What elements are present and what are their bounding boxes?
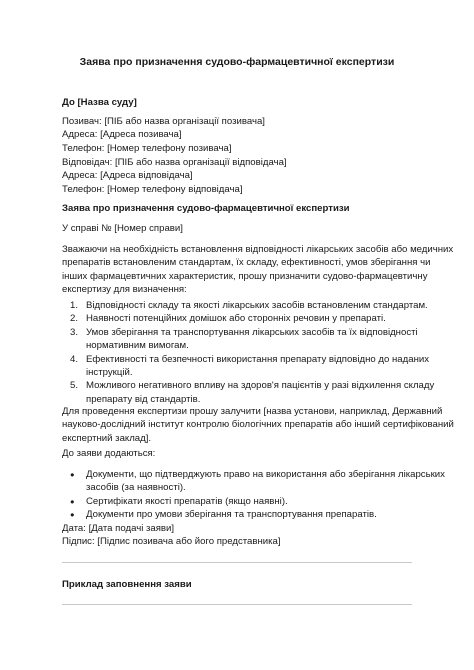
plaintiff-address: Адреса: [Адреса позивача]: [62, 129, 182, 141]
list-item-text: Документи про умови зберігання та транспортування препаратів.: [86, 509, 377, 521]
list-item-text: Документи, що підтверджують право на використання або зберігання лікарських: [86, 469, 445, 480]
list-item: [62, 326, 424, 353]
list-number: 3.: [70, 326, 79, 338]
date-line: Дата: [Дата подачі заяви]: [62, 523, 175, 534]
institution-line: науково-дослідний інститут контролю біологічних препаратів або інший сертифікований: [62, 419, 454, 431]
signature-line: Підпис: [Підпис позивача або його представника]: [62, 536, 281, 548]
bullet-icon: ●: [70, 510, 75, 520]
institution-line: Для проведення експертизи прошу залучити [назва установи, наприклад, Державний: [62, 406, 443, 417]
divider: [62, 604, 412, 605]
signature-block: [62, 522, 424, 549]
plaintiff-block: [62, 115, 424, 155]
attachments-list: [62, 468, 445, 522]
defendant-block: [62, 156, 424, 196]
attachments-label: До заяви додаються:: [62, 448, 156, 459]
bullet-icon: ●: [70, 496, 75, 506]
list-item-text: Умов зберігання та транспортування лікарських засобів та їх відповідності: [86, 326, 418, 338]
list-item-text: засобів (за наявності).: [86, 482, 186, 494]
intro-line: Зважаючи на необхідність встановлення відповідності лікарських засобів або медичних: [62, 244, 454, 255]
defendant-address: Адреса: [Адреса відповідача]: [62, 170, 193, 182]
list-item: [62, 468, 445, 495]
intro-line: експертизу для визначення:: [62, 284, 187, 296]
plaintiff-name: Позивач: [ПІБ або назва організації позивача]: [62, 116, 265, 127]
list-item: [62, 312, 424, 325]
institution-line: експертний заклад].: [62, 432, 152, 444]
list-item: [62, 353, 430, 380]
list-item: [62, 379, 435, 406]
intro-line: інших фармацевтичних характеристик, прошу призначити судово-фармацевтичну: [62, 270, 428, 282]
court-line: До [Назва суду]: [62, 97, 137, 108]
list-item-text: Наявності потенційних домішок або сторонніх речовин у препараті.: [86, 313, 386, 325]
list-item-text: Ефективності та безпечності використання препарату відповідно до наданих: [86, 353, 430, 365]
list-item-text: препарату від стандартів.: [86, 393, 201, 405]
document-title: Заява про призначення судово-фармацевтичної експертизи: [79, 56, 395, 68]
list-number: 2.: [70, 313, 79, 325]
intro-line: препаратів встановленим стандартам, їх складу, ефективності, умов зберігання чи: [62, 257, 431, 269]
list-number: 4.: [70, 353, 79, 365]
case-number: У справі № [Номер справи]: [62, 223, 183, 234]
list-item: [62, 508, 424, 521]
list-item: [62, 299, 428, 312]
list-item-text: Сертифікати якості препаратів (якщо наявні).: [86, 495, 288, 507]
example-heading: Приклад заповнення заяви: [62, 579, 192, 590]
list-item: [62, 495, 424, 508]
list-item-text: інструкцій.: [86, 367, 133, 379]
section-heading: Заява про призначення судово-фармацевтичної експертизи: [62, 203, 350, 214]
questions-list: [62, 299, 435, 406]
list-number: 1.: [70, 300, 79, 311]
defendant-phone: Телефон: [Номер телефону відповідача]: [62, 183, 243, 195]
bullet-icon: ●: [70, 470, 75, 479]
plaintiff-phone: Телефон: [Номер телефону позивача]: [62, 142, 232, 154]
defendant-name: Відповідач: [ПІБ або назва організації відповідача]: [62, 157, 287, 168]
list-item-text: нормативним вимогам.: [86, 340, 189, 352]
divider: [62, 562, 412, 563]
list-number: 5.: [70, 380, 79, 392]
intro-paragraph: [62, 243, 454, 297]
list-item-text: Відповідності складу та якості лікарських засобів встановленим стандартам.: [86, 300, 428, 311]
institution-paragraph: [62, 405, 454, 445]
list-item-text: Можливого негативного впливу на здоров'я пацієнтів у разі відхилення складу: [86, 380, 435, 392]
